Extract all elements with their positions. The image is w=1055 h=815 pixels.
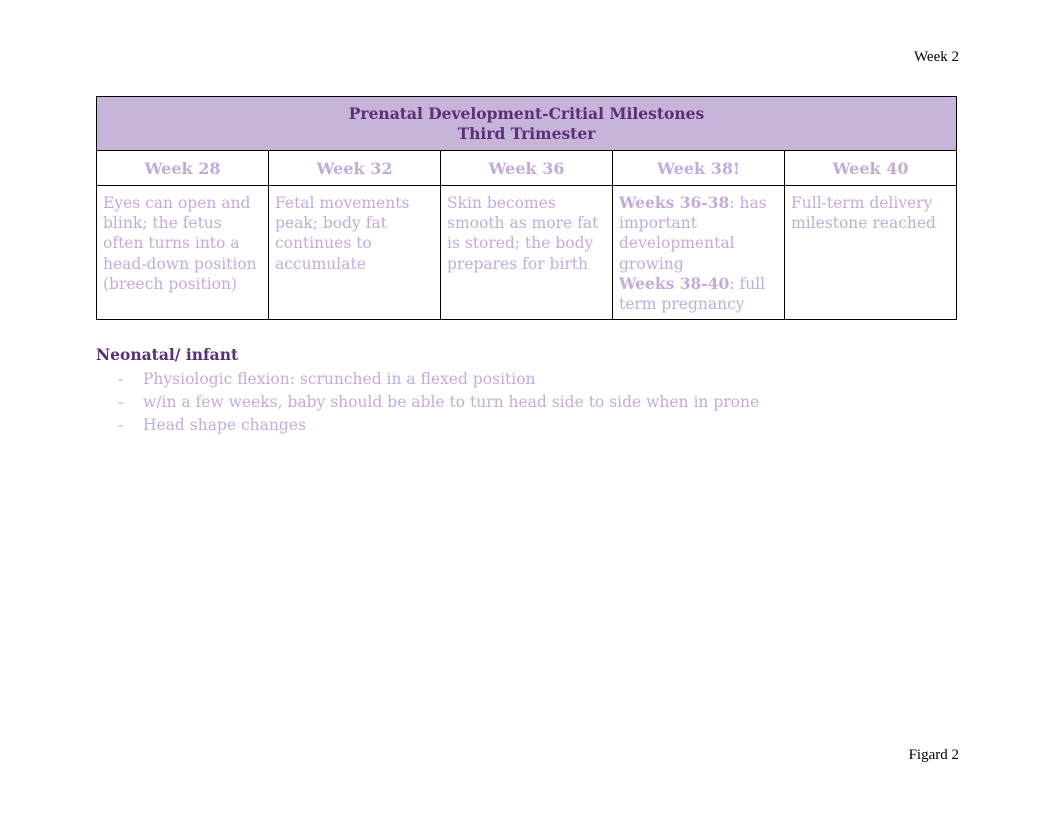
table-title-line2: Third Trimester [457,124,596,143]
cell-week-28-description: Eyes can open and blink; the fetus often turns into a head-down position (breech position) [97,186,269,320]
weeks-38-40-label: Weeks 38-40 [619,273,730,293]
cell-week-36-description: Skin becomes smooth as more fat is stored; the body prepares for birth [441,186,613,320]
list-item-text: Physiologic flexion: scrunched in a flexed position [143,370,536,388]
milestones-table [96,96,957,320]
neonatal-section [96,345,956,437]
table-title [97,97,957,151]
list-item [96,391,956,414]
column-header-week-36: Week 36 [441,151,613,186]
cell-week-32-description: Fetal movements peak; body fat continues to accumulate [269,186,441,320]
table-title-row [97,97,957,151]
page-footer: Figard 2 [908,747,959,763]
column-header-week-40: Week 40 [785,151,957,186]
weeks-36-38-text: : has important developmental growing [619,194,767,273]
bullet-dash: - [118,393,124,411]
weeks-38-40-text: : full term pregnancy [619,274,766,314]
bullet-list [96,368,956,437]
page-header: Week 2 [913,49,959,65]
cell-week-40-description: Full-term delivery milestone reached [785,186,957,320]
column-header-week-28: Week 28 [97,151,269,186]
list-item [96,368,956,391]
section-title: Neonatal/ infant [96,345,239,364]
cell-week-38-description [613,186,785,320]
column-header-week-38: Week 38! [613,151,785,186]
column-header-week-32: Week 32 [269,151,441,186]
list-item-text: Head shape changes [143,416,306,434]
table-title-line1: Prenatal Development-Critial Milestones [348,104,705,123]
bullet-dash: - [118,370,124,388]
table-row [97,186,957,320]
list-item [96,414,956,437]
weeks-36-38-label: Weeks 36-38 [619,193,730,212]
bullet-dash: - [118,416,124,434]
table-header-row [97,151,957,186]
list-item-text: w/in a few weeks, baby should be able to turn head side to side when in prone [143,393,760,411]
